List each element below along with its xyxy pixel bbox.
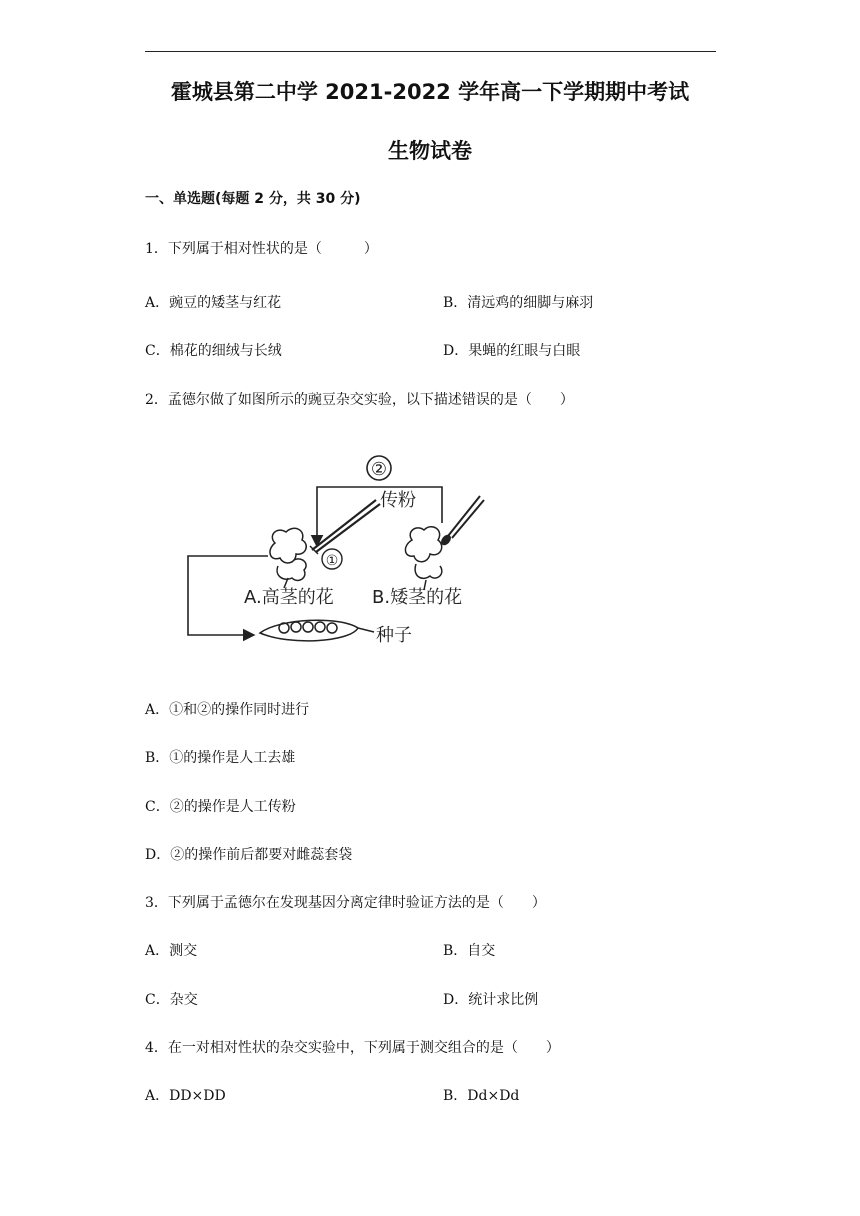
question-1-option-c: C．棉花的细绒与长绒 xyxy=(145,343,282,359)
pea-pod-icon xyxy=(260,620,374,641)
question-1-option-d: D．果蝇的红眼与白眼 xyxy=(443,343,581,359)
question-2-stem: 2．孟德尔做了如图所示的豌豆杂交实验，以下描述错误的是（ ） xyxy=(145,392,574,408)
dwarf-pea-flower-icon xyxy=(405,527,441,590)
question-1-stem: 1．下列属于相对性状的是（ ） xyxy=(145,241,378,257)
seed-label: 种子 xyxy=(376,625,412,646)
header-rule xyxy=(145,51,716,52)
pollination-label: 传粉 xyxy=(380,490,416,511)
question-2-option-a: A．①和②的操作同时进行 xyxy=(145,702,310,718)
question-3-option-c: C．杂交 xyxy=(145,992,198,1008)
brush-icon xyxy=(439,496,484,547)
pea-cross-diagram xyxy=(180,448,500,663)
question-3-option-d: D．统计求比例 xyxy=(443,992,539,1008)
question-3-stem: 3．下列属于孟德尔在发现基因分离定律时验证方法的是（ ） xyxy=(145,895,546,911)
flower-b-label: B.矮茎的花 xyxy=(372,587,463,608)
question-2-option-c: C．②的操作是人工传粉 xyxy=(145,799,296,815)
question-2-option-b: B．①的操作是人工去雄 xyxy=(145,750,296,766)
question-4-option-a: A．DD×DD xyxy=(145,1088,226,1104)
question-3-option-a: A．测交 xyxy=(145,943,198,959)
tall-pea-flower-icon xyxy=(270,528,306,588)
question-4-stem: 4．在一对相对性状的杂交实验中，下列属于测交组合的是（ ） xyxy=(145,1040,560,1056)
tweezers-icon xyxy=(310,500,380,554)
question-3-option-b: B．自交 xyxy=(443,943,496,959)
question-4-option-b: B．Dd×Dd xyxy=(443,1088,520,1104)
diagram-label-1: ① xyxy=(325,553,339,569)
exam-subtitle: 生物试卷 xyxy=(388,139,472,163)
question-2-option-d: D．②的操作前后都要对雌蕊套袋 xyxy=(145,847,353,863)
flower-a-label: A.高茎的花 xyxy=(244,587,334,608)
question-1-option-b: B．清远鸡的细脚与麻羽 xyxy=(443,295,594,311)
question-1-option-a: A．豌豆的矮茎与红花 xyxy=(145,295,282,311)
section-heading: 一、单选题(每题 2 分，共 30 分) xyxy=(145,191,361,207)
exam-title: 霍城县第二中学 2021-2022 学年高一下学期期中考试 xyxy=(170,80,690,104)
diagram-label-2: ② xyxy=(370,459,388,480)
